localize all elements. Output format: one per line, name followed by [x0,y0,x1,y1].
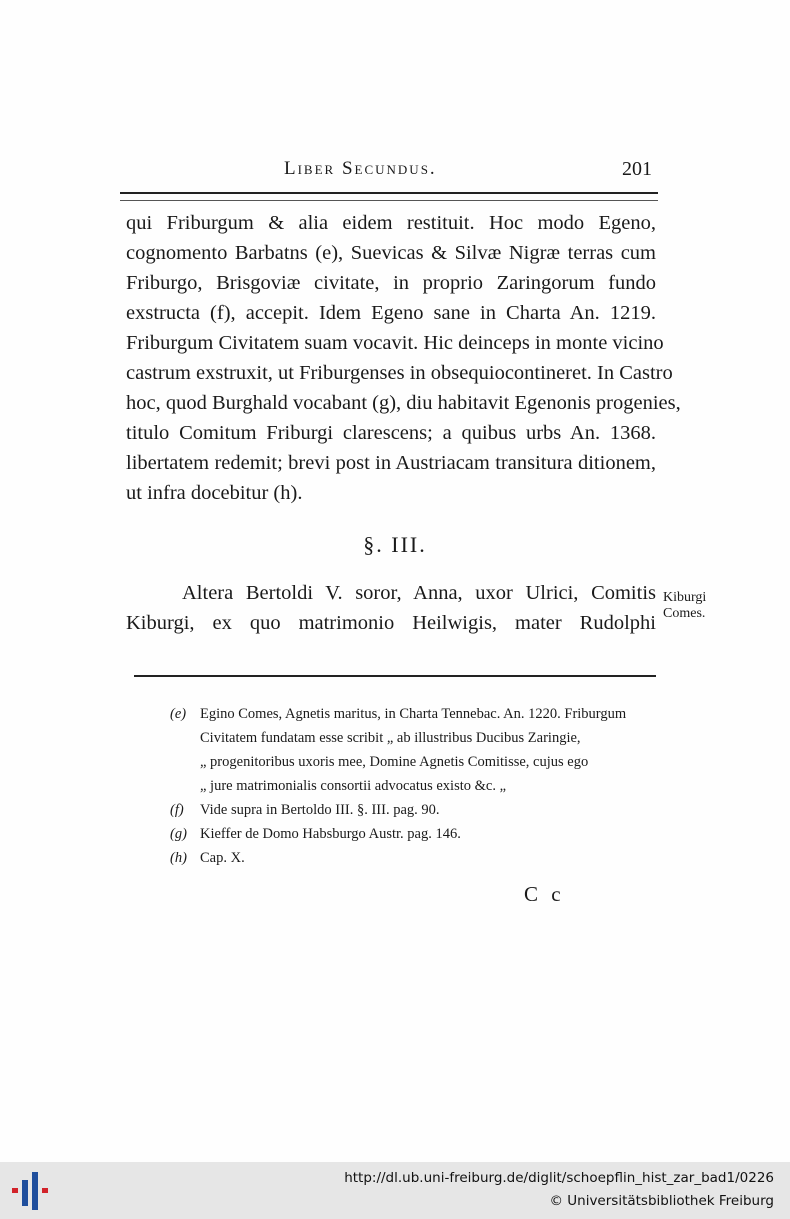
footnote-line: Egino Comes, Agnetis maritus, in Charta Tennebac. An. 1220. Friburgum [200,706,627,722]
body-paragraph [126,208,681,508]
body-line: titulo Comitum Friburgi clarescens; a quibus urbs An. 1368. [126,422,656,444]
footnote-line: „ progenitoribus uxoris mee, Domine Agnetis Comitisse, cujus ego [200,754,589,770]
footnote-rule [134,675,656,680]
body-line: Friburgum Civitatem suam vocavit. Hic deinceps in monte vicino [126,332,664,354]
footnote [170,798,660,822]
footnote [170,846,660,870]
margin-note-line: Comes. [663,606,706,621]
footnote [170,822,660,846]
page-number: 201 [622,158,652,180]
footnote-mark: (g) [170,826,187,842]
section-paragraph [126,578,656,638]
library-logo-icon [10,1170,50,1212]
margin-note-line: Kiburgi [663,590,707,605]
footnotes [170,702,660,870]
footnote-mark: (e) [170,706,187,722]
body-line: castrum exstruxit, ut Friburgenses in obsequiocontineret. In Castro [126,362,673,384]
footnote-line: Cap. X. [200,850,245,866]
section-line: Altera Bertoldi V. soror, Anna, uxor Ulrici, Comitis [182,582,656,604]
body-line: hoc, quod Burghald vocabant (g), diu habitavit Egenonis progenies, [126,392,681,414]
body-line: libertatem redemit; brevi post in Austriacam transitura ditionem, [126,452,656,474]
running-title: Liber Secundus. [284,158,437,179]
footnote-line: Kieffer de Domo Habsburgo Austr. pag. 146. [200,826,461,842]
permalink-link[interactable]: http://dl.ub.uni-freiburg.de/diglit/schoepflin_hist_zar_bad1/0226 [344,1170,774,1186]
section-line: Kiburgi, ex quo matrimonio Heilwigis, mater Rudolphi [126,612,656,634]
signature-mark: C c [524,882,565,906]
body-line: cognomento Barbatns (e), Suevicas & Silvæ Nigræ terras cum [126,242,656,264]
header-rule [120,192,658,201]
footnote-line: Civitatem fundatam esse scribit „ ab illustribus Ducibus Zaringie, [200,730,581,746]
footer-bar [0,1162,790,1219]
copyright-notice: © Universitätsbibliothek Freiburg [549,1193,774,1209]
section-heading: §. III. [363,532,427,557]
footnote [170,702,660,798]
footnote-line: Vide supra in Bertoldo III. §. III. pag. 90. [200,802,440,818]
footnote-mark: (h) [170,850,187,866]
running-head [120,158,660,188]
footnote-mark: (f) [170,802,184,818]
body-line: qui Friburgum & alia eidem restituit. Hoc modo Egeno, [126,212,656,234]
margin-note [663,590,743,622]
body-line: Friburgo, Brisgoviæ civitate, in proprio Zaringorum fundo [126,272,656,294]
footnote-line: „ jure matrimonialis consortii advocatus existo &c. „ [200,778,507,794]
body-line: ut infra docebitur (h). [126,482,303,504]
body-line: exstructa (f), accepit. Idem Egeno sane in Charta An. 1219. [126,302,656,324]
